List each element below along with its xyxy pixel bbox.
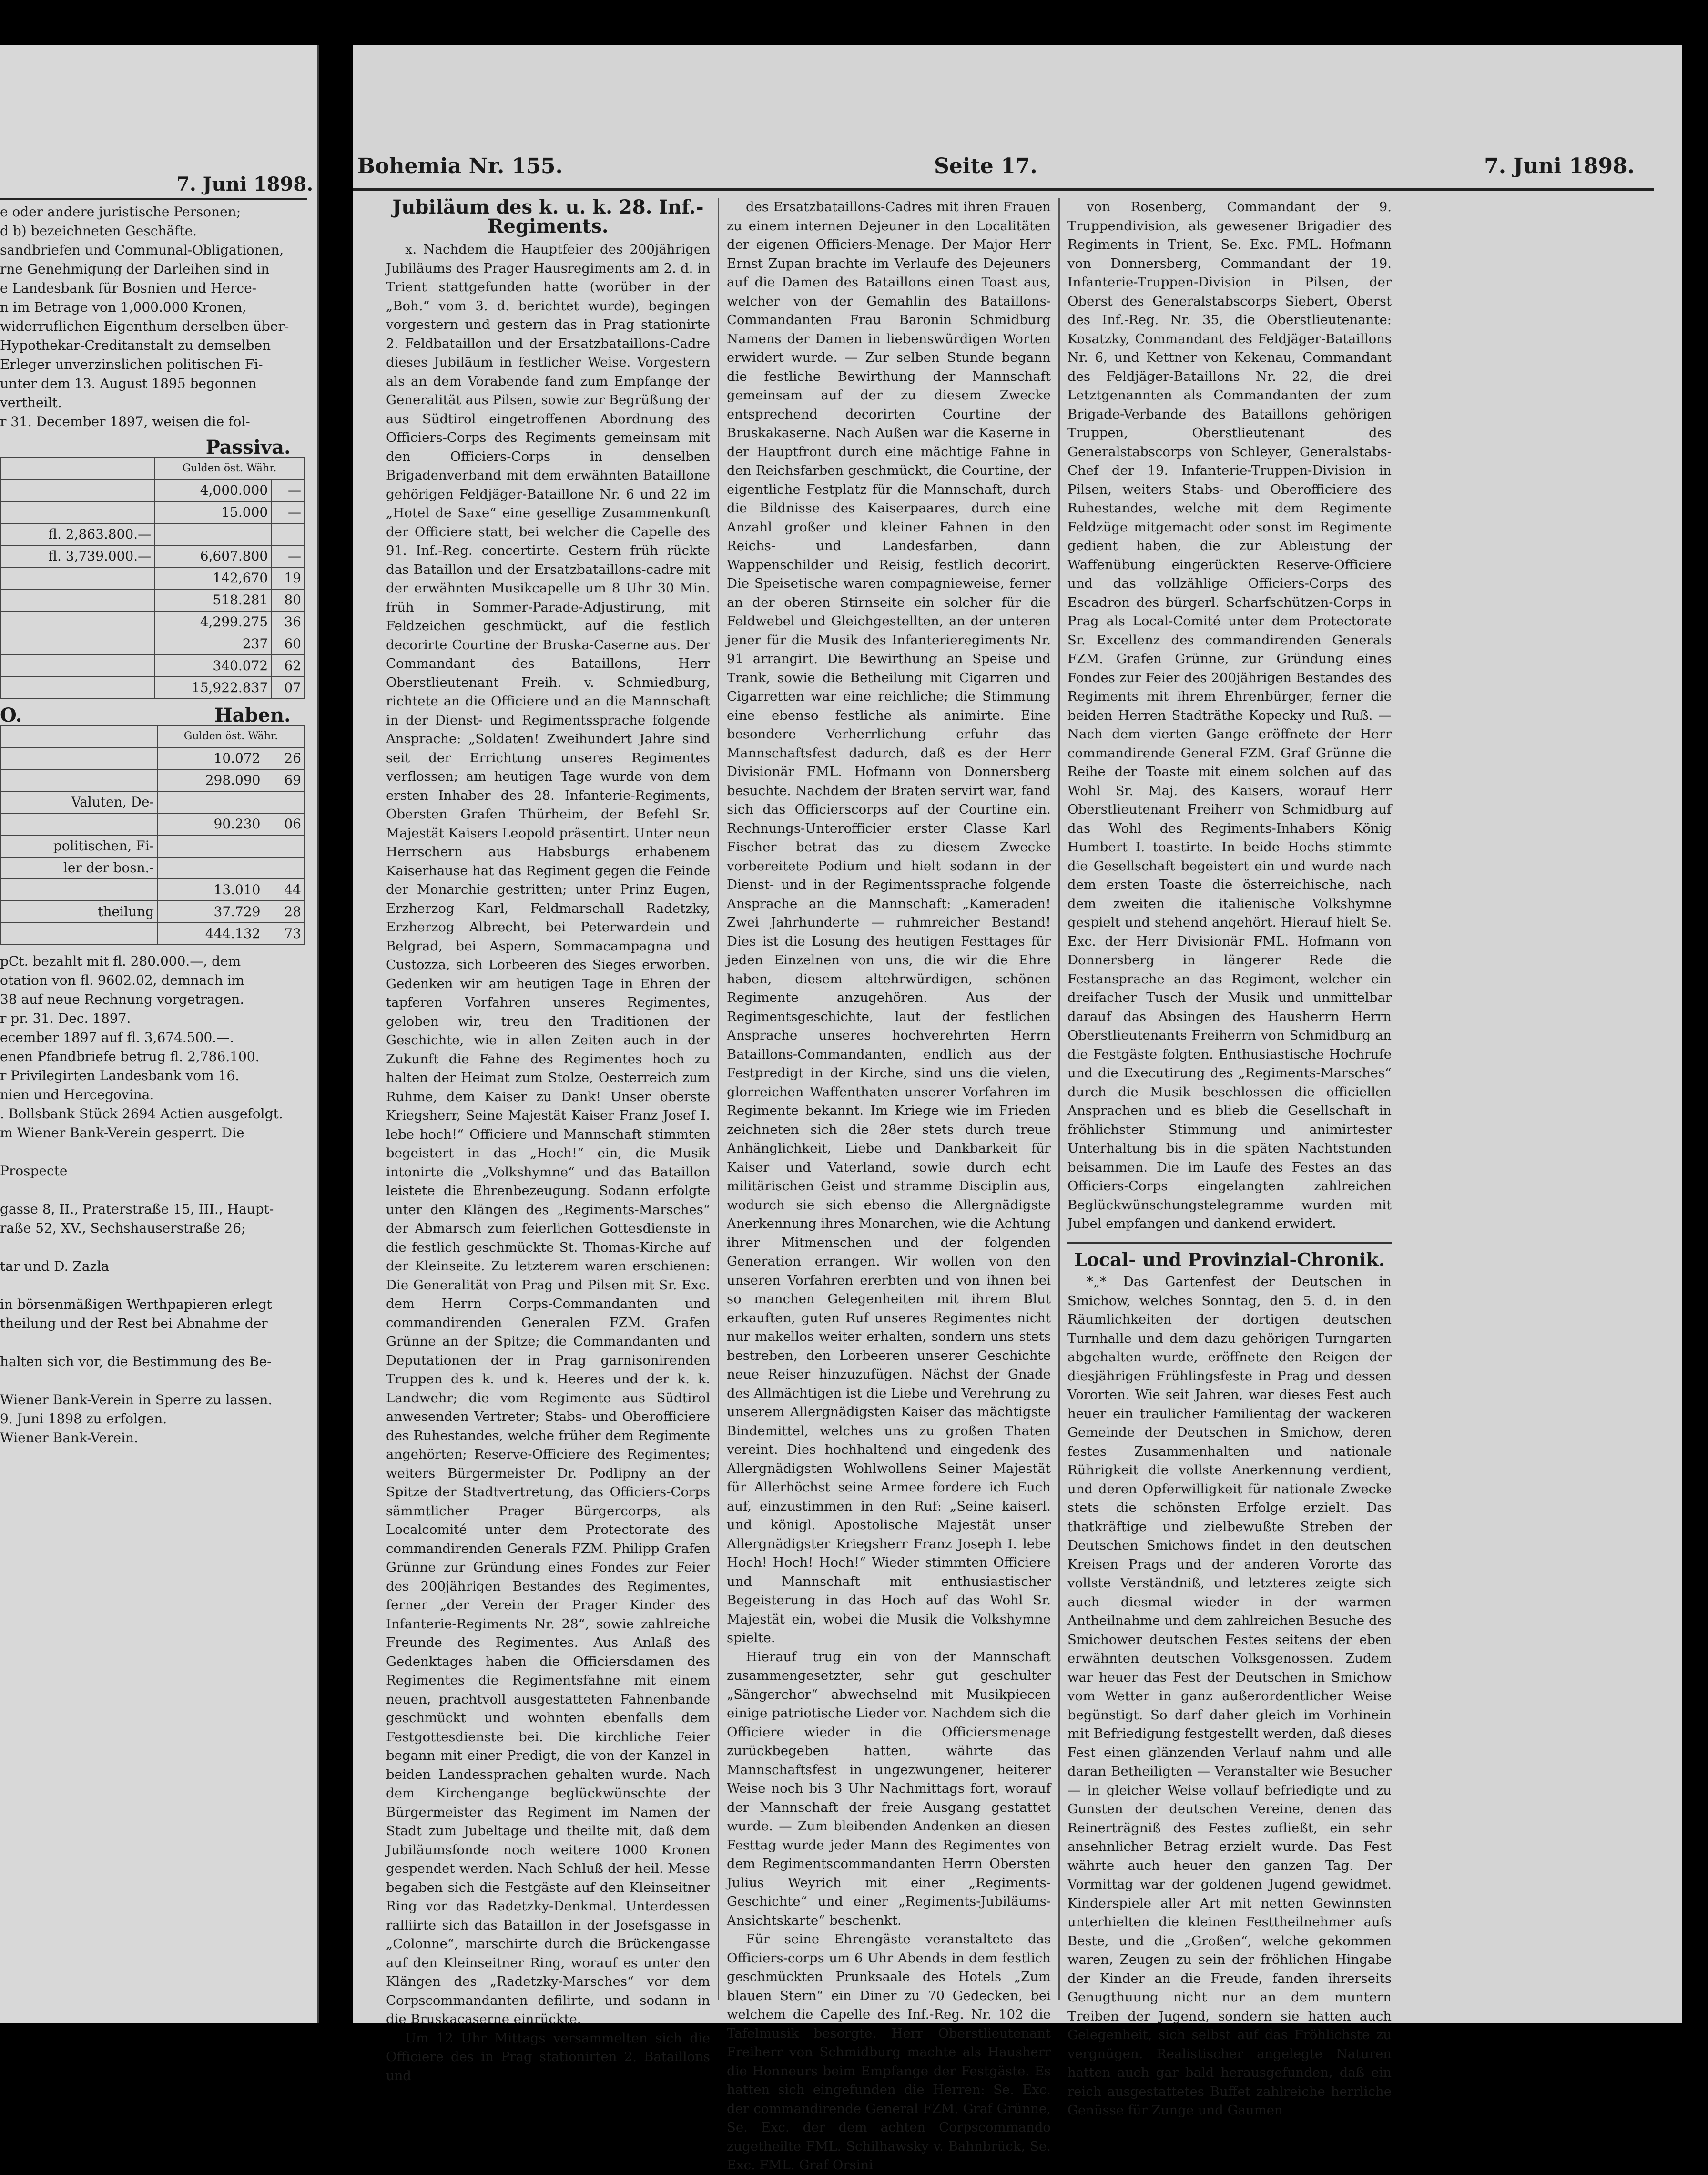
- text-line: nien und Hercegovina.: [0, 1087, 154, 1103]
- table-row: [0, 633, 305, 655]
- table-cell: [0, 747, 157, 769]
- text-line: Wiener Bank-Verein in Sperre zu lassen.: [0, 1392, 273, 1408]
- table-cell: [0, 633, 154, 655]
- haben-heading: Haben.: [214, 704, 291, 726]
- table-cell: 15.000: [154, 501, 271, 523]
- table-row: [0, 677, 305, 699]
- table-row: [0, 480, 305, 501]
- table-cell: 298.090: [157, 769, 264, 791]
- table-row: [0, 501, 305, 523]
- text-line: 38 auf neue Rechnung vorgetragen.: [0, 991, 244, 1007]
- text-line: otation von fl. 9602.02, demnach im: [0, 972, 244, 988]
- haben-heading-row: [0, 706, 305, 725]
- table-row: [0, 879, 305, 901]
- text-line: n im Betrage von 1,000.000 Kronen,: [0, 299, 246, 315]
- table-cell: fl. 3,739.000.—: [0, 545, 154, 567]
- text-line: r 31. December 1897, weisen die fol-: [0, 414, 250, 429]
- passiva-table: [0, 457, 305, 699]
- table-cell: 90.230: [157, 813, 264, 835]
- table-row: [0, 589, 305, 611]
- paragraph: Um 12 Uhr Mittags versammelten sich die Officiere des in Prag stationirten 2. Bataillons und: [386, 2030, 710, 2083]
- table-cell: [157, 791, 264, 813]
- table-cell: 237: [154, 633, 271, 655]
- table-cell: 142,670: [154, 567, 271, 589]
- text-line: [0, 1333, 305, 1352]
- left-page: [0, 45, 319, 2023]
- text-line: tar und D. Zazla: [0, 1258, 109, 1274]
- table-cell: 518.281: [154, 589, 271, 611]
- table-cell: [157, 857, 264, 879]
- text-line: [0, 1238, 305, 1257]
- table-cell: 69: [264, 769, 305, 791]
- table-cell: 4,000.000: [154, 480, 271, 501]
- column-1-body: [386, 240, 710, 2085]
- left-page-bottom-lines: [0, 952, 305, 1448]
- table-row: [0, 523, 305, 545]
- text-line: m Wiener Bank-Verein gesperrt. Die: [0, 1125, 244, 1141]
- text-line: [0, 1371, 305, 1390]
- table-cell: 340.072: [154, 655, 271, 677]
- table-cell: [271, 523, 305, 545]
- table-cell: 26: [264, 747, 305, 769]
- table-row: [0, 791, 305, 813]
- page-header: [353, 154, 1682, 187]
- section-body: [1068, 1273, 1392, 2120]
- text-line: in börsenmäßigen Werthpapieren erlegt: [0, 1297, 272, 1312]
- table-cell: 44: [264, 879, 305, 901]
- table-cell: 36: [271, 611, 305, 633]
- text-line: d b) bezeichneten Geschäfte.: [0, 223, 197, 239]
- text-line: rne Genehmigung der Darleihen sind in: [0, 261, 270, 277]
- table-cell: [0, 589, 154, 611]
- text-line: r pr. 31. Dec. 1897.: [0, 1011, 131, 1026]
- paragraph: von Rosenberg, Commandant der 9. Truppendivision, als gewesener Brigadier des Regiments in Trient, Se. Exc. FML. Hofmann von Donnersberg, Commandant der 19. Infanterie-Truppen-Division in Pilsen, der Oberst des Generalstabscorps Siebert, Oberst des Inf.-Reg. Nr. 35, die Oberstlieutenante: Kosatzky, Commandant des Feldjäger-Bataillons Nr. 6, und Kettner von Kekenau, Commandant des Feldjäger-Bataillons Nr. 22, die drei Letztgenannten als Commandanten der zum Brigade-Verbande des Bataillons gehörigen Truppen, Oberstlieutenant des Generalstabscorps von Schleyer, Generalstabs-Chef der 19. Infanterie-Truppen-Division in Pilsen, weiters Stabs- und Oberofficiere des Ruhestandes, welche mit dem Regimente Feldzüge mitgemacht oder sonst im Regimente gedient haben, die zur Ableistung der Waffenübung eingerückten Reserve-Officiere und das vollzählige Officiers-Corps des Escadron des bürgerl. Scharfschützen-Corps in Prag als Local-Comité unter dem Protectorate Sr. Excellenz des commandirenden Generals FZM. Grafen Grünne, zur Gründung eines Fondes zur Feier des 200jährigen Bestandes des Regiments mit ihrem Ehrenbürger, ferner die beiden Herren Stadträthe Kopecky und Ruß. — Nach dem vierten Gange eröffnete der Herr commandirende General FZM. Graf Grünne die Reihe der Toaste mit einem solchen auf das Wohl Sr. Maj. des Kaisers, worauf Herr Oberstlieutenant Freiherr von Schmidburg auf das Wohl des Regiments-Inhabers König Humbert I. toastirte. In beide Hochs stimmte die Gesellschaft begeistert ein und wurde nach dem ersten Toaste die österreichische, nach dem zweiten die italienische Volkshymne gespielt und stehend angehört. Hierauf hielt Se. Exc. der Herr Divisionär FML. Hofmann von Donnersberg in längerer Rede die Festansprache an das Regiment, welcher ein dreifacher Tusch der Musik und unmittelbar darauf das Absingen des Hausherrn Herrn Oberstlieutenants Freiherrn von Schmidburg an die Festgäste folgten. Enthusiastische Hochrufe und die Executirung des „Regiments-Marsches“ durch die Musik beschlossen die officiellen Ansprachen und es blieb die Gesellschaft in fröhlichster Stimmung und animirtester Unterhaltung bis in die späten Nachtstunden beisammen. Die im Laufe des Festes an das Officiers-Corps eingelangten zahlreichen Beglückwünschungstelegramme wurden mit Jubel empfangen und dankend erwidert.: [1068, 199, 1392, 1231]
- passiva-blank-header: [0, 458, 154, 480]
- table-cell: fl. 2,863.800.—: [0, 523, 154, 545]
- table-cell: [0, 813, 157, 835]
- text-line: Hypothekar-Creditanstalt zu demselben: [0, 337, 271, 353]
- text-line: [0, 1181, 305, 1200]
- haben-left-label: O.: [0, 704, 22, 726]
- table-cell: [264, 835, 305, 857]
- table-row: [0, 545, 305, 567]
- paragraph: *„* Das Gartenfest der Deutschen in Smichow, welches Sonntag, den 5. d. in den Räumlichkeiten der dortigen deutschen Turnhalle und dem dazu gehörigen Turngarten abgehalten wurde, eröffnete den Reigen der diesjährigen Frühlingsfeste in Prag und dessen Vororten. Wie seit Jahren, war dieses Fest auch heuer ein traulicher Familientag der wackeren Gemeinde der Deutschen in Smichow, deren festes Zusammenhalten und nationale Rührigkeit die vollste Anerkennung verdient, und deren Opferwilligkeit für nationale Zwecke stets die schönsten Erfolge erzielt. Das thatkräftige und zielbewußte Streben der Deutschen Smichows findet in den deutschen Kreisen Prags und der anderen Vororte das vollste Verständniß, und letzteres zeigte sich auch diesmal wieder in der warmen Antheilnahme und dem zahlreichen Besuche des Smichower deutschen Festes seitens der eben erwähnten deutschen Volksgenossen. Zudem war heuer das Fest der Deutschen in Smichow vom Wetter in ganz außerordentlicher Weise begünstigt. So darf daher gleich im Vorhinein mit Befriedigung festgestellt werden, daß dieses Fest einen glänzenden Verlauf nahm und alle daran Betheiligten — Veranstalter wie Besucher — in gleicher Weise vollauf befriedigte und zu Gunsten der deutschen Vereine, denen das Reinerträgniß des Festes zufließt, ein sehr ansehnlicher Betrag erzielt wurde. Das Fest währte auch heuer den ganzen Tag. Der Vormittag war der goldenen Jugend gewidmet. Kinderspiele aller Art mit netten Gewinnsten unterhielten die kleinen Festtheilnehmer aufs Beste, und die „Großen“, welche gekommen waren, Zeugen zu sein der fröhlichen Hingabe der Kinder an die Freude, fanden ihrerseits Genugthuung nicht nur an dem muntern Treiben der Jugend, sondern sie hatten auch Gelegenheit, sich selbst auf das Fröhlichste zu vergnügen. Realistischer angelegte Naturen hatten auch gar bald herausgefunden, daß ein reich ausgestattetes Buffet zahlreiche herrliche Genüsse für Zunge und Gaumen: [1068, 1274, 1392, 2118]
- column-divider-1: [718, 198, 719, 2000]
- text-line: unter dem 13. August 1895 begonnen: [0, 376, 257, 391]
- article-title: Jubiläum des k. u. k. 28. Inf.-Regiments.: [392, 196, 704, 237]
- paragraph: des Ersatzbataillons-Cadres mit ihren Frauen zu einem internen Dejeuner in den Localitäten der eigenen Officiers-Menage. Der Major Herr Ernst Zupan brachte im Verlaufe des Dejeuners auf die Damen des Bataillons einen Toast aus, welcher von der Gemahlin des Bataillons-Commandanten Frau Baronin Schmidburg Namens der Damen in liebenswürdigen Worten erwidert wurde. — Zur selben Stunde begann die festliche Bewirthung der Mannschaft gemeinsam auf der zu diesem Zwecke entsprechend decorirten Courtine der Bruskakaserne. Nach Außen war die Kaserne in der Hauptfront durch eine mächtige Fahne in den Reichsfarben geschmückt, die Courtine, der eigentliche Festplatz für die Mannschaft, durch die Bildnisse des Kaiserpaares, durch eine Anzahl großer und kleiner Fahnen in den Reichs- und Landesfarben, dann Wappenschilder und Reisig, festlich decorirt. Die Speisetische waren compagnieweise, ferner an der oberen Stirnseite ein solcher für die Feldwebel und Gleichgestellten, an der unteren jener für die Musik des Infanterieregiments Nr. 91 arrangirt. Die Bewirthung an Speise und Trank, sowie die Betheilung mit Cigarren und Cigarretten war eine reichliche; die Stimmung eine ebenso festliche als animirte. Eine besondere Verherrlichung erfuhr das Mannschaftsfest dadurch, daß es der Herr Divisionär FML. Hofmann von Donnersberg besuchte. Nachdem der Braten servirt war, fand sich das Officierscorps auf der Courtine ein. Rechnungs-Unterofficier erster Classe Karl Fischer betrat das zu diesem Zwecke vorbereitete Podium und hielt sodann in der Dienst- und in der Regimentssprache folgende Ansprache an die Mannschaft: „Kameraden! Zwei Jahrhunderte — ruhmreicher Bestand! Dies ist die Losung des heutigen Festtages für jeden Einzelnen von uns, die wir die Ehre haben, diesem altehrwürdigen, schönen Regimente anzugehören. Aus der Regimentsgeschichte, laut der festlichen Ansprache unseres hochverehrten Herrn Bataillons-Commandanten, endlich aus der Festpredigt in der Kirche, sind uns die vielen, glorreichen Waffenthaten unserer Vorfahren im Regimente bekannt. Im Kriege wie im Frieden zeichneten sich die 28er stets durch treue Anhänglichkeit, Liebe und Dankbarkeit für Kaiser und Vaterland, sowie durch echt militärischen Geist und stramme Disciplin aus, wodurch sie sich ebenso die Allergnädigste Anerkennung ihres Monarchen, wie die Achtung ihrer Mitmenschen und der folgenden Generation errangen. Wir wollen von den unseren Vorfahren ererbten und von ihnen bei so manchen Gelegenheiten mit ihrem Blut erkauften, guten Ruf unseres Regimentes nicht nur makellos weiter erhalten, sondern uns stets bestreben, den Lorbeeren unserer Geschichte neue Reiser hinzuzufügen. Nächst der Gnade des Allmächtigen ist die Liebe und Verehrung zu unserem Allergnädigsten Kaiser das mächtigste Bindemittel, welches uns zu großen Thaten vereint. Dies hochhaltend und eingedenk des Allergnädigsten Wohlwollens Seiner Majestät für Allerhöchst seine Armee fordere ich Euch auf, einzustimmen in den Ruf: „Seine kaiserl. und königl. Apostolische Majestät unser Allergnädigster Kriegsherr Franz Joseph I. lebe Hoch! Hoch! Hoch!“ Wieder stimmten Officiere und Mannschaft mit enthusiastischer Begeisterung in das Hoch auf das Wohl Sr. Majestät ein, wobei die Musik die Volkshymne spielte.: [727, 199, 1051, 1645]
- table-cell: —: [271, 480, 305, 501]
- text-line: [0, 1143, 305, 1162]
- table-cell: —: [271, 501, 305, 523]
- text-line: raße 52, XV., Sechshauserstraße 26;: [0, 1220, 246, 1236]
- column-1: [386, 196, 710, 2083]
- table-row: [0, 655, 305, 677]
- column-2: [727, 198, 1051, 2173]
- column-3-body: [1068, 198, 1392, 1234]
- table-cell: theilung: [0, 901, 157, 923]
- text-line: ecember 1897 auf fl. 3,674.500.—.: [0, 1030, 234, 1045]
- right-page: [353, 45, 1682, 2173]
- newspaper-issue: Bohemia Nr. 155.: [357, 154, 563, 178]
- table-row: [0, 611, 305, 633]
- table-cell: [264, 791, 305, 813]
- table-cell: [264, 857, 305, 879]
- table-cell: 28: [264, 901, 305, 923]
- haben-table: [0, 725, 305, 945]
- text-line: e oder andere juristische Personen;: [0, 204, 241, 220]
- text-line: theilung und der Rest bei Abnahme der: [0, 1316, 268, 1331]
- table-cell: 13.010: [157, 879, 264, 901]
- table-cell: [0, 501, 154, 523]
- text-line: 9. Juni 1898 zu erfolgen.: [0, 1411, 167, 1427]
- table-row: [0, 747, 305, 769]
- table-cell: [0, 567, 154, 589]
- column-3: [1068, 198, 1392, 2118]
- paragraph: Hierauf trug ein von der Mannschaft zusammengesetzter, sehr gut geschulter „Sängerchor“ abwechselnd mit Musikpiecen einige patriotische Lieder vor. Nachdem sich die Officiere wieder in die Officiersmenage zurückbegeben hatten, währte das Mannschaftsfest in ungezwungener, heiterer Weise noch bis 3 Uhr Nachmittags fort, worauf der Mannschaft der freie Ausgang gestattet wurde. — Zum bleibenden Andenken an diesen Festtag wurde jeder Mann des Regimentes von dem Regimentscommandanten Herrn Obersten Julius Weyrich mit einer „Regiments-Geschichte“ und einer „Regiments-Jubiläums-Ansichtskarte“ beschenkt.: [727, 1649, 1051, 1928]
- passiva-heading: Passiva.: [205, 436, 291, 459]
- table-row: [0, 769, 305, 791]
- table-cell: [157, 835, 264, 857]
- paragraph: x. Nachdem die Hauptfeier des 200jährigen Jubiläums des Prager Hausregiments am 2. d. in Trient stattgefunden hatte (worüber in der „Boh.“ vom 3. d. berichtet wurde), begingen vorgestern und gestern das in Prag stationirte 2. Feldbataillon und der Ersatzbataillons-Cadre dieses Jubiläum in festlicher Weise. Vorgestern als an dem Vorabende fand zum Empfange der Generalität aus Pilsen, sowie zur Begrüßung der aus Südtirol eingetroffenen Abordnung des Officiers-Corps des Regiments gemeinsam mit den Officiers-Corps in denselben Brigadenverband mit dem erwähnten Bataillone gehörigen Feldjäger-Bataillone Nr. 6 und 22 im „Hotel de Saxe“ eine gesellige Zusammenkunft der Officiere statt, bei welcher die Capelle des 91. Inf.-Reg. concertirte. Gestern früh rückte das Bataillon und der Ersatzbataillons-cadre mit der erwähnten Musikcapelle um 8 Uhr 30 Min. früh in Sommer-Parade-Adjustirung, mit Feldzeichen geschmückt, auf die festlich decorirte Courtine der Bruska-Caserne aus. Der Commandant des Bataillons, Herr Oberstlieutenant Freih. v. Schmiedburg, richtete an die Officiere und an die Mannschaft in der Dienst- und Regimentssprache folgende Ansprache: „Soldaten! Zweihundert Jahre sind seit der Errichtung unseres Regimentes verflossen; am heutigen Tage wurde von dem ersten Inhaber des 28. Infanterie-Regiments, Obersten Grafen Thürheim, der Befehl Sr. Majestät Kaisers Leopold präsentirt. Unter neun Herrschern aus Habsburgs erhabenem Kaiserhause hat das Regiment gegen die Feinde der Monarchie gestritten; unter Prinz Eugen, Erzherzog Karl, Feldmarschall Radetzky, Erzherzog Albrecht, bei Peterwardein und Belgrad, bei Aspern, Sommacampagna und Custozza, sich Lorbeeren des Sieges erworben. Gedenken wir am heutigen Tage in Ehren der tapferen Vorfahren unseres Regimentes, geloben wir, treu den Traditionen der Geschichte, wie in allen Zeiten auch in der Zukunft die Fahne des Regimentes hoch zu halten der Heimat zum Stolze, Oesterreich zum Ruhme, dem Kaiser zu Dank! Unser oberste Kriegsherr, Seine Majestät Kaiser Franz Josef I. lebe hoch!“ Officiere und Mannschaft stimmten begeistert in das „Hoch!“ ein, die Musik intonirte die „Volkshymne“ und das Bataillon leistete die Ehrenbezeugung. Sodann erfolgte unter den Klängen des „Regiments-Marsches“ der Abmarsch zum feierlichen Gottesdienste in die festlich geschmückte St. Thomas-Kirche auf der Kleinseite. Zu letzterem waren erschienen: Die Generalität von Prag und Pilsen mit Sr. Exc. dem Herrn Corps-Commandanten und commandirenden Generalen FZM. Grafen Grünne an der Spitze; die Commandanten und Deputationen der in Prag garnisonirenden Truppen des k. und k. Heeres und der k. k. Landwehr; die vom Regimente aus Südtirol anwesenden Vertreter; Stabs- und Oberofficiere des Ruhestandes, welche früher dem Regimente angehörten; Reserve-Officiere des Regimentes; weiters Bürgermeister Dr. Podlipny an der Spitze der Stadtvertretung, das Officiers-Corps sämmtlicher Prager Bürgercorps, als Localcomité unter dem Protectorate des commandirenden Generals FZM. Philipp Grafen Grünne zur Gründung eines Fondes zur Feier des 200jährigen Bestandes des Regimentes, ferner „der Verein der Prager Kinder des Infanterie-Regiments Nr. 28“, sowie zahlreiche Freunde des Regimentes. Aus Anlaß des Gedenktages haben die Officiersdamen des Regimentes die Regimentsfahne mit einem neuen, prachtvoll ausgestatteten Fahnenbande geschmückt und wohnten ebenfalls dem Festgottesdienste bei. Die kirchliche Feier begann mit einer Predigt, die von der Kanzel in beiden Landessprachen gehalten wurde. Nach dem Kirchengange beglückwünschte der Bürgermeister das Regiment im Namen der Stadt zum Jubeltage und theilte mit, daß dem Jubiläumsfonde noch weitere 1000 Kronen gespendet werden. Nach Schluß der heil. Messe begaben sich die Festgäste auf den Kleinseitner Ring vor das Radetzky-Denkmal. Unterdessen ralliirte sich das Bataillon in der Josefsgasse in „Colonne“, marschirte durch die Brückengasse auf den Kleinseitner Ring, worauf es unter den Klängen des „Radetzky-Marsches“ vor dem Corpscommandanten defilirte, und sodann in die Bruskacaserne einrückte.: [386, 242, 710, 2027]
- left-page-header-rule: [0, 198, 307, 200]
- haben-col-header: Gulden öst. Währ.: [157, 725, 305, 747]
- left-page-date: 7. Juni 1898.: [176, 173, 314, 195]
- table-row: [0, 857, 305, 879]
- table-cell: ler der bosn.-: [0, 857, 157, 879]
- table-cell: [0, 677, 154, 699]
- table-cell: [154, 523, 271, 545]
- table-cell: 444.132: [157, 923, 264, 945]
- table-row: [0, 901, 305, 923]
- left-page-top-lines: [0, 203, 305, 431]
- left-page-text: [0, 203, 305, 1448]
- table-cell: 62: [271, 655, 305, 677]
- text-line: Prospecte: [0, 1163, 68, 1179]
- table-cell: [0, 480, 154, 501]
- table-row: [0, 813, 305, 835]
- column-2-body: [727, 198, 1051, 2175]
- text-line: e Landesbank für Bosnien und Herce-: [0, 280, 257, 296]
- table-cell: [0, 923, 157, 945]
- table-cell: 60: [271, 633, 305, 655]
- text-line: . Bollsbank Stück 2694 Actien ausgefolgt.: [0, 1106, 283, 1122]
- text-line: enen Pfandbriefe betrug fl. 2,786.100.: [0, 1049, 260, 1064]
- text-line: widerruflichen Eigenthum derselben über-: [0, 318, 289, 334]
- section-title: Local- und Provinzial-Chronik.: [1068, 1242, 1392, 1269]
- text-line: halten sich vor, die Bestimmung des Be-: [0, 1354, 272, 1369]
- issue-date: 7. Juni 1898.: [1484, 154, 1635, 178]
- table-cell: [0, 769, 157, 791]
- table-cell: [0, 611, 154, 633]
- table-cell: 06: [264, 813, 305, 835]
- table-cell: Valuten, De-: [0, 791, 157, 813]
- table-row: [0, 567, 305, 589]
- table-cell: 4,299.275: [154, 611, 271, 633]
- text-line: r Privilegirten Landesbank vom 16.: [0, 1068, 240, 1083]
- column-divider-2: [1058, 198, 1060, 2000]
- table-cell: 19: [271, 567, 305, 589]
- table-row: [0, 835, 305, 857]
- paragraph: Für seine Ehrengäste veranstaltete das Officiers-corps um 6 Uhr Abends in dem festlich geschmückten Prunksaale des Hotels „Zum blauen Stern“ ein Diner zu 70 Gedecken, bei welchem die Capelle des Inf.-Reg. Nr. 102 die Tafelmusik besorgte. Herr Oberstlieutenant Freiherr von Schmidburg machte als Hausherr die Honneurs beim Empfange der Festgäste. Es hatten sich eingefunden die Herren: Se. Exc. der commandirende General FZM. Graf Grünne, Se. Exc. der dem achten Corpscommando zugetheilte FML. Schilhawsky v. Bahnbrück, Se. Exc. FML. Graf Orsini: [727, 1931, 1051, 2173]
- text-line: Erleger unverzinslichen politischen Fi-: [0, 357, 263, 372]
- text-line: Wiener Bank-Verein.: [0, 1430, 138, 1446]
- text-line: sandbriefen und Communal-Obligationen,: [0, 242, 284, 258]
- page-number: Seite 17.: [934, 154, 1037, 178]
- haben-blank-header: [0, 725, 157, 747]
- text-line: pCt. bezahlt mit fl. 280.000.—, dem: [0, 953, 241, 969]
- table-cell: 6,607.800: [154, 545, 271, 567]
- table-cell: politischen, Fi-: [0, 835, 157, 857]
- table-cell: [0, 655, 154, 677]
- table-cell: 73: [264, 923, 305, 945]
- table-cell: 10.072: [157, 747, 264, 769]
- passiva-col-header: Gulden öst. Währ.: [154, 458, 305, 480]
- table-cell: 80: [271, 589, 305, 611]
- table-cell: 15,922.837: [154, 677, 271, 699]
- table-row: [0, 923, 305, 945]
- header-rule: [353, 188, 1654, 191]
- table-cell: —: [271, 545, 305, 567]
- text-line: vertheilt.: [0, 395, 62, 410]
- table-cell: 37.729: [157, 901, 264, 923]
- table-cell: 07: [271, 677, 305, 699]
- text-line: [0, 1276, 305, 1295]
- text-line: gasse 8, II., Praterstraße 15, III., Haupt-: [0, 1201, 274, 1217]
- table-cell: [0, 879, 157, 901]
